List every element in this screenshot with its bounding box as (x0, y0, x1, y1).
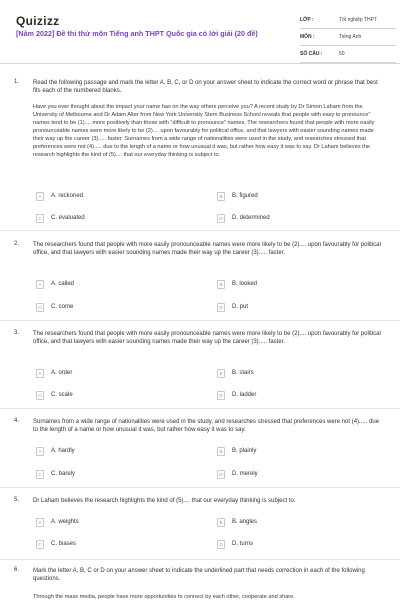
option-d[interactable] (217, 470, 357, 480)
option-letter-box: C (36, 214, 44, 223)
option-a[interactable] (36, 369, 176, 379)
option-letter-box: B (217, 369, 225, 378)
option-text: B. figured (232, 193, 258, 199)
option-letter-box: A (36, 369, 44, 378)
option-letter-box: A (36, 518, 44, 527)
option-letter-box: D (217, 540, 225, 549)
option-text: D. determined (232, 215, 270, 221)
option-text: C. biases (51, 541, 77, 547)
reading-passage: Have you ever thought about the impact your name has on the way others perceive you? A recent study by Dr Simon Laham from the University of Melbourne and Dr Adam Alter from New York University Stern Business School reveals that people with easy to pronounce" names tend to be (1).... more positively than those with "difficult to pronounce" names. The researchers found that people with more easily pronounceable names were more likely to be (2).... upon favourably for political office, and that lawyers with easier sounding names made their way up the career (3)..... faster. Surnames from a wide range of nationalities were used in the study, and researches stressed that preferences were not (4)..... due to the length of a name or how unusual it was, but rather how easy it was to say. Dr Laham believes the research highlights the kind of (5).... that our everyday thinking is subject to. (33, 104, 375, 158)
option-letter-box: C (36, 540, 44, 549)
option-d[interactable] (217, 303, 357, 313)
option-text: D. turns (232, 541, 254, 547)
question-number: 2. (14, 241, 20, 247)
option-text: B. looked (232, 281, 258, 287)
option-d[interactable] (217, 540, 357, 550)
option-text: C. come (51, 304, 74, 310)
option-letter-box: B (217, 447, 225, 456)
option-c[interactable] (36, 391, 176, 401)
option-letter-box: B (217, 518, 225, 527)
option-text: A. order (51, 370, 73, 376)
option-letter-box: A (36, 280, 44, 289)
option-text: A. reckoned (51, 193, 84, 199)
option-letter-box: C (36, 303, 44, 312)
option-text: D. put (232, 304, 249, 310)
option-text: D. merely (232, 471, 258, 477)
option-text: B. plainly (232, 448, 257, 454)
question-separator (0, 487, 400, 488)
option-d[interactable] (217, 214, 357, 224)
option-text: B. angles (232, 519, 258, 525)
worksheet-title: [Năm 2022] Đề thi thử môn Tiếng anh THPT Quốc gia có lời giải (20 đề) (16, 29, 258, 38)
option-letter-box: C (36, 470, 44, 479)
option-a[interactable] (36, 447, 176, 457)
option-c[interactable] (36, 470, 176, 480)
question-separator (0, 230, 400, 231)
meta-label: MÔN : (300, 34, 315, 40)
option-text: B. stairs (232, 370, 254, 376)
option-letter-box: D (217, 470, 225, 479)
question-number: 3. (14, 330, 20, 336)
option-text: A. hardly (51, 448, 75, 454)
option-letter-box: A (36, 447, 44, 456)
question-number: 4. (14, 418, 20, 424)
option-text: D. ladder (232, 392, 257, 398)
option-c[interactable] (36, 303, 176, 313)
option-d[interactable] (217, 391, 357, 401)
option-text: C. barely (51, 471, 76, 477)
question-number: 6. (14, 567, 20, 573)
option-b[interactable] (217, 369, 357, 379)
option-text: A. weights (51, 519, 79, 525)
meta-label: LỚP : (300, 17, 314, 23)
option-c[interactable] (36, 540, 176, 550)
question-number: 1. (14, 79, 20, 85)
option-text: C. scale (51, 392, 73, 398)
option-letter-box: D (217, 391, 225, 400)
question-separator (0, 559, 400, 560)
meta-row-class (300, 14, 396, 29)
option-b[interactable] (217, 280, 357, 290)
option-text: C. evaluated (51, 215, 85, 221)
option-a[interactable] (36, 280, 176, 290)
question-separator (0, 408, 400, 409)
option-a[interactable] (36, 518, 176, 528)
option-b[interactable] (217, 518, 357, 528)
option-letter-box: D (217, 303, 225, 312)
question-number: 5. (14, 497, 20, 503)
option-letter-box: D (217, 214, 225, 223)
meta-value: Tốt nghiệp THPT (339, 17, 377, 23)
question-sentence: Through the mass media, people have more opportunities to connect by each other, cooperate and share. (33, 594, 295, 600)
option-text: A. called (51, 281, 75, 287)
option-a[interactable] (36, 192, 176, 202)
meta-info (300, 14, 396, 65)
question-text: The researchers found that people with more easily pronounceable names were more likely to be (2).... upon favourably for political office, and that lawyers with easier sounding names made their way up the career (3)..... faster. (33, 331, 381, 346)
question-text: Read the following passage and mark the letter A, B, C, or D on your answer sheet to indicate the correct word or phrase that best fits each of the numbered blanks. (33, 80, 378, 95)
meta-row-subject (300, 31, 396, 46)
option-letter-box: B (217, 280, 225, 289)
question-text: The researchers found that people with more easily pronounceable names were more likely to be (2).... upon favourably for political office, and that lawyers with easier sounding names made their way up the career (3)..... faster. (33, 242, 381, 257)
meta-value: 50 (339, 51, 345, 57)
header-divider (0, 63, 400, 64)
question-text: Dr Laham believes the research highlights the kind of (5).... that our everyday thinking is subject to. (33, 498, 296, 504)
worksheet-header (0, 0, 400, 64)
question-text: Surnames from a wide range of nationalities were used in the study, and researches stressed that preferences were not (4)..... due to the length of a name or how unusual it was, but rather how easy it was to say. (33, 419, 380, 434)
meta-label: SỐ CÂU : (300, 51, 323, 57)
question-text: Mark the letter A, B, C or D on your answer sheet to indicate the underlined part that needs correction in each of the following questions. (33, 568, 365, 583)
option-letter-box: C (36, 391, 44, 400)
option-b[interactable] (217, 192, 357, 202)
option-letter-box: B (217, 192, 225, 201)
option-letter-box: A (36, 192, 44, 201)
meta-value: Tiếng Anh (339, 34, 362, 40)
meta-row-count (300, 48, 396, 63)
option-c[interactable] (36, 214, 176, 224)
quizizz-logo: Quizizz (16, 14, 60, 28)
question-separator (0, 320, 400, 321)
option-b[interactable] (217, 447, 357, 457)
